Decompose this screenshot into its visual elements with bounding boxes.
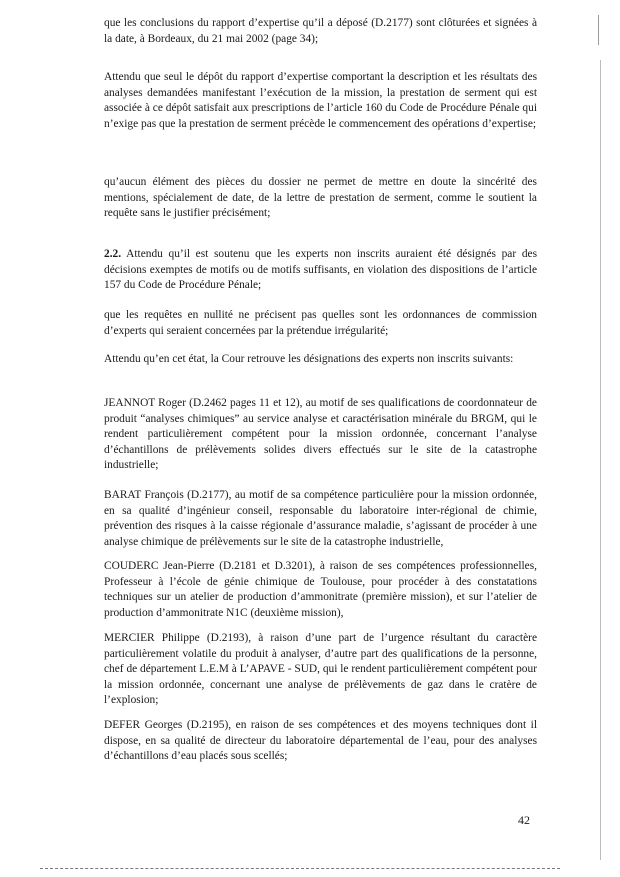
scan-bottom-edge — [40, 868, 560, 869]
expert-barat: BARAT François (D.2177), au motif de sa compétence particulière pour la mission ordonnée, en sa qualité d’ingénieur conseil, responsable du laboratoire inter-régional de chimie, prévention des risques à la caisse régionale d’assurance maladie, s’agissant de procéder à une analyse chimique de prélèvements sur le site de la catastrophe industrielle, — [104, 489, 537, 548]
paragraph-requetes: que les requêtes en nullité ne précisent pas quelles sont les ordonnances de commission d’experts qui seraient concernées par la prétendue irrégularité; — [104, 309, 537, 337]
paragraph-sincerite: qu’aucun élément des pièces du dossier ne permet de mettre en doute la sincérité des mentions, spécialement de date, de la lettre de prestation de serment, comme le soutient la requête sans le justifier précisément; — [104, 176, 537, 220]
page-number: 42 — [518, 813, 530, 827]
section-2-2-paragraph — [104, 247, 537, 294]
paragraph-depot-rapport: Attendu que seul le dépôt du rapport d’expertise comportant la description et les résultats des analyses demandées manifestant l’exécution de la mission, la prestation de serment qui est associée à ce dépôt satisfait aux prescriptions de l’article 160 du Code de Procédure Pénale qui n’exige pas que la prestation de serment précède le commencement des opérations d’expertise; — [104, 71, 537, 130]
scan-right-edge — [600, 60, 601, 860]
expert-defer: DEFER Georges (D.2195), en raison de ses compétences et des moyens techniques dont il dispose, en sa qualité de directeur du laboratoire départemental de l’eau, pour des analyses d’échantillons d’eau placés sous scellés; — [104, 719, 537, 763]
section-2-2-text: Attendu qu’il est soutenu que les experts non inscrits auraient été désignés par des décisions exemptes de motifs ou de motifs suffisants, en violation des dispositions de l’article 157 du Code de Procédure Pénale; — [104, 248, 538, 292]
paragraph-conclusions: que les conclusions du rapport d’expertise qu’il a déposé (D.2177) sont clôturées et signées à la date, à Bordeaux, du 21 mai 2002 (page 34); — [104, 17, 537, 45]
expert-mercier: MERCIER Philippe (D.2193), à raison d’une part de l’urgence résultant du caractère particulièrement volatile du produit à analyser, d’autre part des qualifications de la personne, chef de département L.E.M à L’APAVE - SUD, qui le rendent particulièrement compétent pour la mission ordonnée, concernant une analyse de prélèvements de gaz dans le cratère de l’explosion; — [104, 632, 537, 707]
scan-edge-mark — [598, 15, 599, 45]
expert-couderc: COUDERC Jean-Pierre (D.2181 et D.3201), à raison de ses compétences professionnelles, Professeur à l’école de génie chimique de Toulouse, pour procéder à des constatations techniques sur un atelier de production d’ammonitrate (première mission), et sur l’atelier de production d’ammonitrate N1C (deuxième mission), — [104, 560, 537, 619]
section-label: 2.2. — [104, 248, 122, 260]
expert-jeannot: JEANNOT Roger (D.2462 pages 11 et 12), au motif de ses qualifications de coordonnateur de produit “analyses chimiques” au service analyse et caractérisation minérale du BRGM, qui le rendent particulièrement compétent pour la mission ordonnée, concernant l’analyse d’échantillons de prélèvements solides divers effectués sur le site de la catastrophe industrielle; — [104, 397, 537, 472]
paragraph-designations: Attendu qu’en cet état, la Cour retrouve les désignations des experts non inscrits suivants: — [104, 353, 514, 365]
